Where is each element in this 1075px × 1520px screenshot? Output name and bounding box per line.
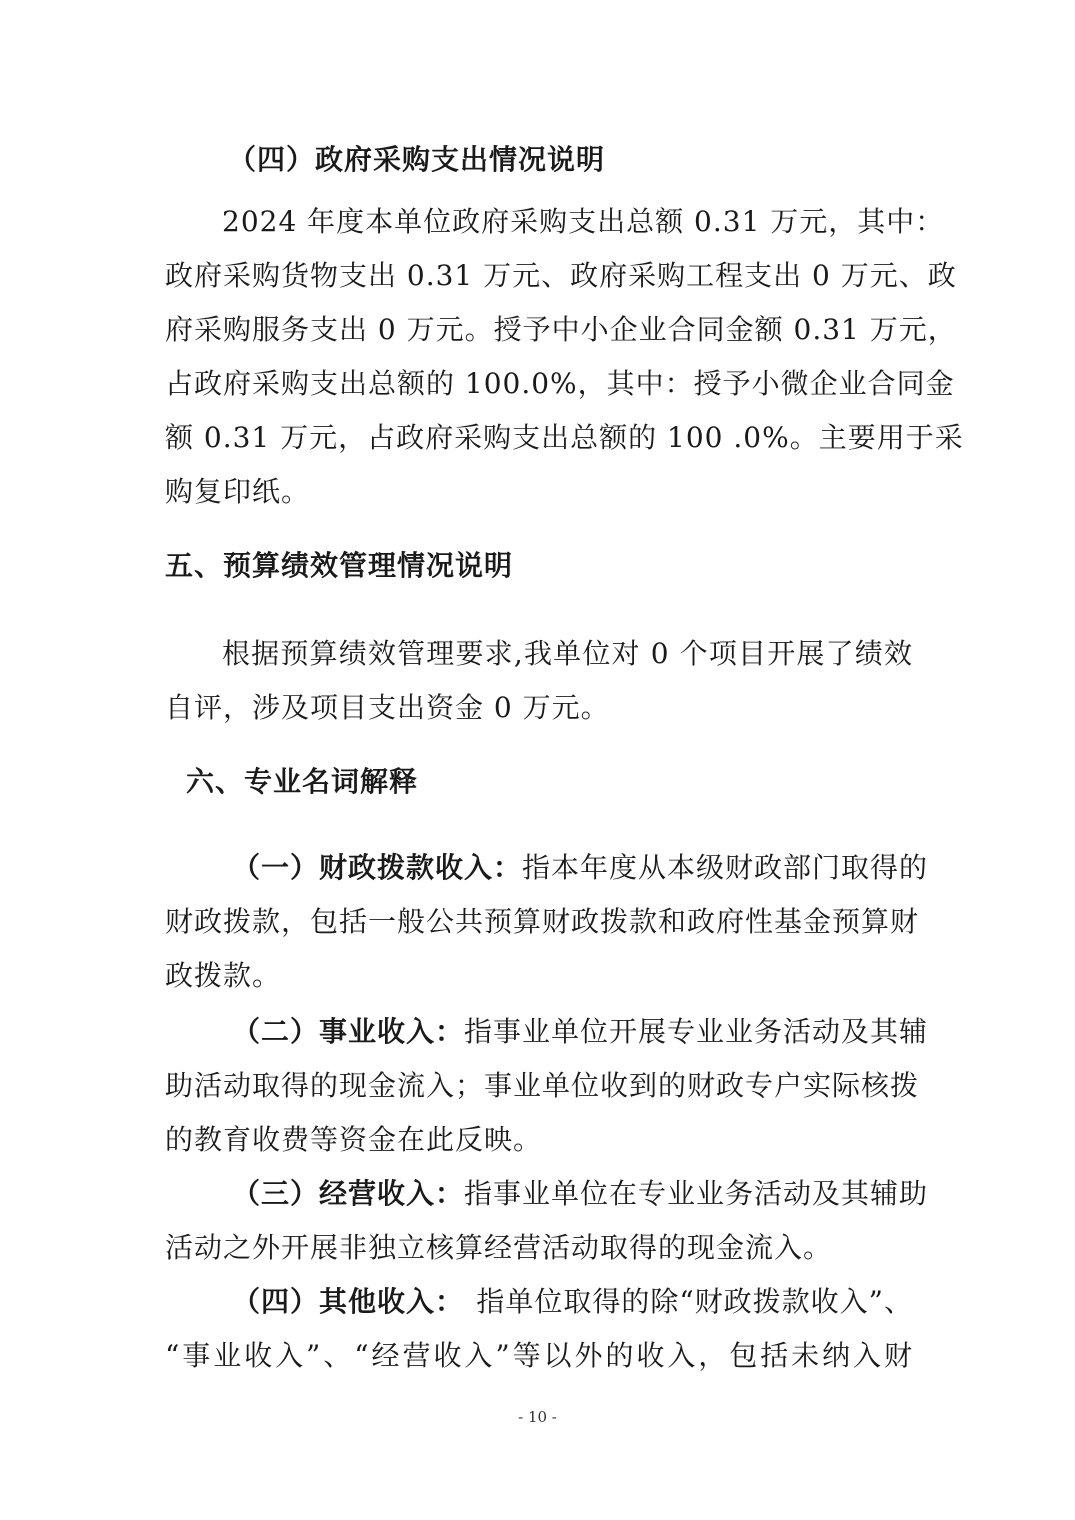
section-heading-government-procurement: （四）政府采购支出情况说明 (228, 143, 606, 176)
paragraph-line: 政拨款。 (165, 959, 282, 992)
paragraph-line: 根据预算绩效管理要求,我单位对 0 个项目开展了绩效 (222, 637, 913, 670)
section-heading-performance-management: 五、预算绩效管理情况说明 (165, 549, 514, 582)
paragraph-line: 额 0.31 万元，占政府采购支出总额的 100 .0%。主要用于采 (165, 421, 964, 454)
page-number: - 10 - (518, 1408, 557, 1426)
paragraph-line: 活动之外开展非独立核算经营活动取得的现金流入。 (165, 1231, 833, 1264)
paragraph-line: 占政府采购支出总额的 100.0%，其中：授予小微企业合同金 (165, 367, 955, 400)
paragraph-line: 财政拨款，包括一般公共预算财政拨款和政府性基金预算财 (165, 905, 920, 938)
term-operating-income-line1 (232, 1174, 929, 1214)
paragraph-line: 2024 年度本单位政府采购支出总额 0.31 万元，其中： (222, 205, 945, 238)
paragraph-line: 购复印纸。 (165, 475, 311, 508)
term-text: 指单位取得的除“财政拨款收入”、 (476, 1285, 913, 1318)
section-heading-terminology: 六、专业名词解释 (186, 765, 419, 798)
paragraph-line: 政府采购货物支出 0.31 万元、政府采购工程支出 0 万元、政 (165, 259, 957, 292)
term-business-income-line1 (232, 1012, 929, 1052)
term-label: （二）事业收入： (232, 1015, 465, 1048)
term-other-income-line1 (232, 1282, 913, 1322)
term-text: 指事业单位开展专业业务活动及其辅 (464, 1015, 929, 1048)
paragraph-line: 府采购服务支出 0 万元。授予中小企业合同金额 0.31 万元， (165, 313, 957, 346)
paragraph-line: 的教育收费等资金在此反映。 (165, 1123, 543, 1156)
term-fiscal-appropriation-line1 (232, 848, 929, 888)
term-text: 指事业单位在专业业务活动及其辅助 (464, 1177, 929, 1210)
paragraph-line: 助活动取得的现金流入；事业单位收到的财政专户实际核拨 (165, 1069, 920, 1102)
term-text: 指本年度从本级财政部门取得的 (522, 851, 929, 884)
term-label: （一）财政拨款收入： (232, 851, 523, 884)
paragraph-line: 自评，涉及项目支出资金 0 万元。 (165, 691, 610, 724)
term-label: （三）经营收入： (232, 1177, 465, 1210)
term-label: （四）其他收入： (232, 1285, 465, 1318)
paragraph-line: “事业收入”、“经营收入”等以外的收入，包括未纳入财 (165, 1339, 913, 1372)
